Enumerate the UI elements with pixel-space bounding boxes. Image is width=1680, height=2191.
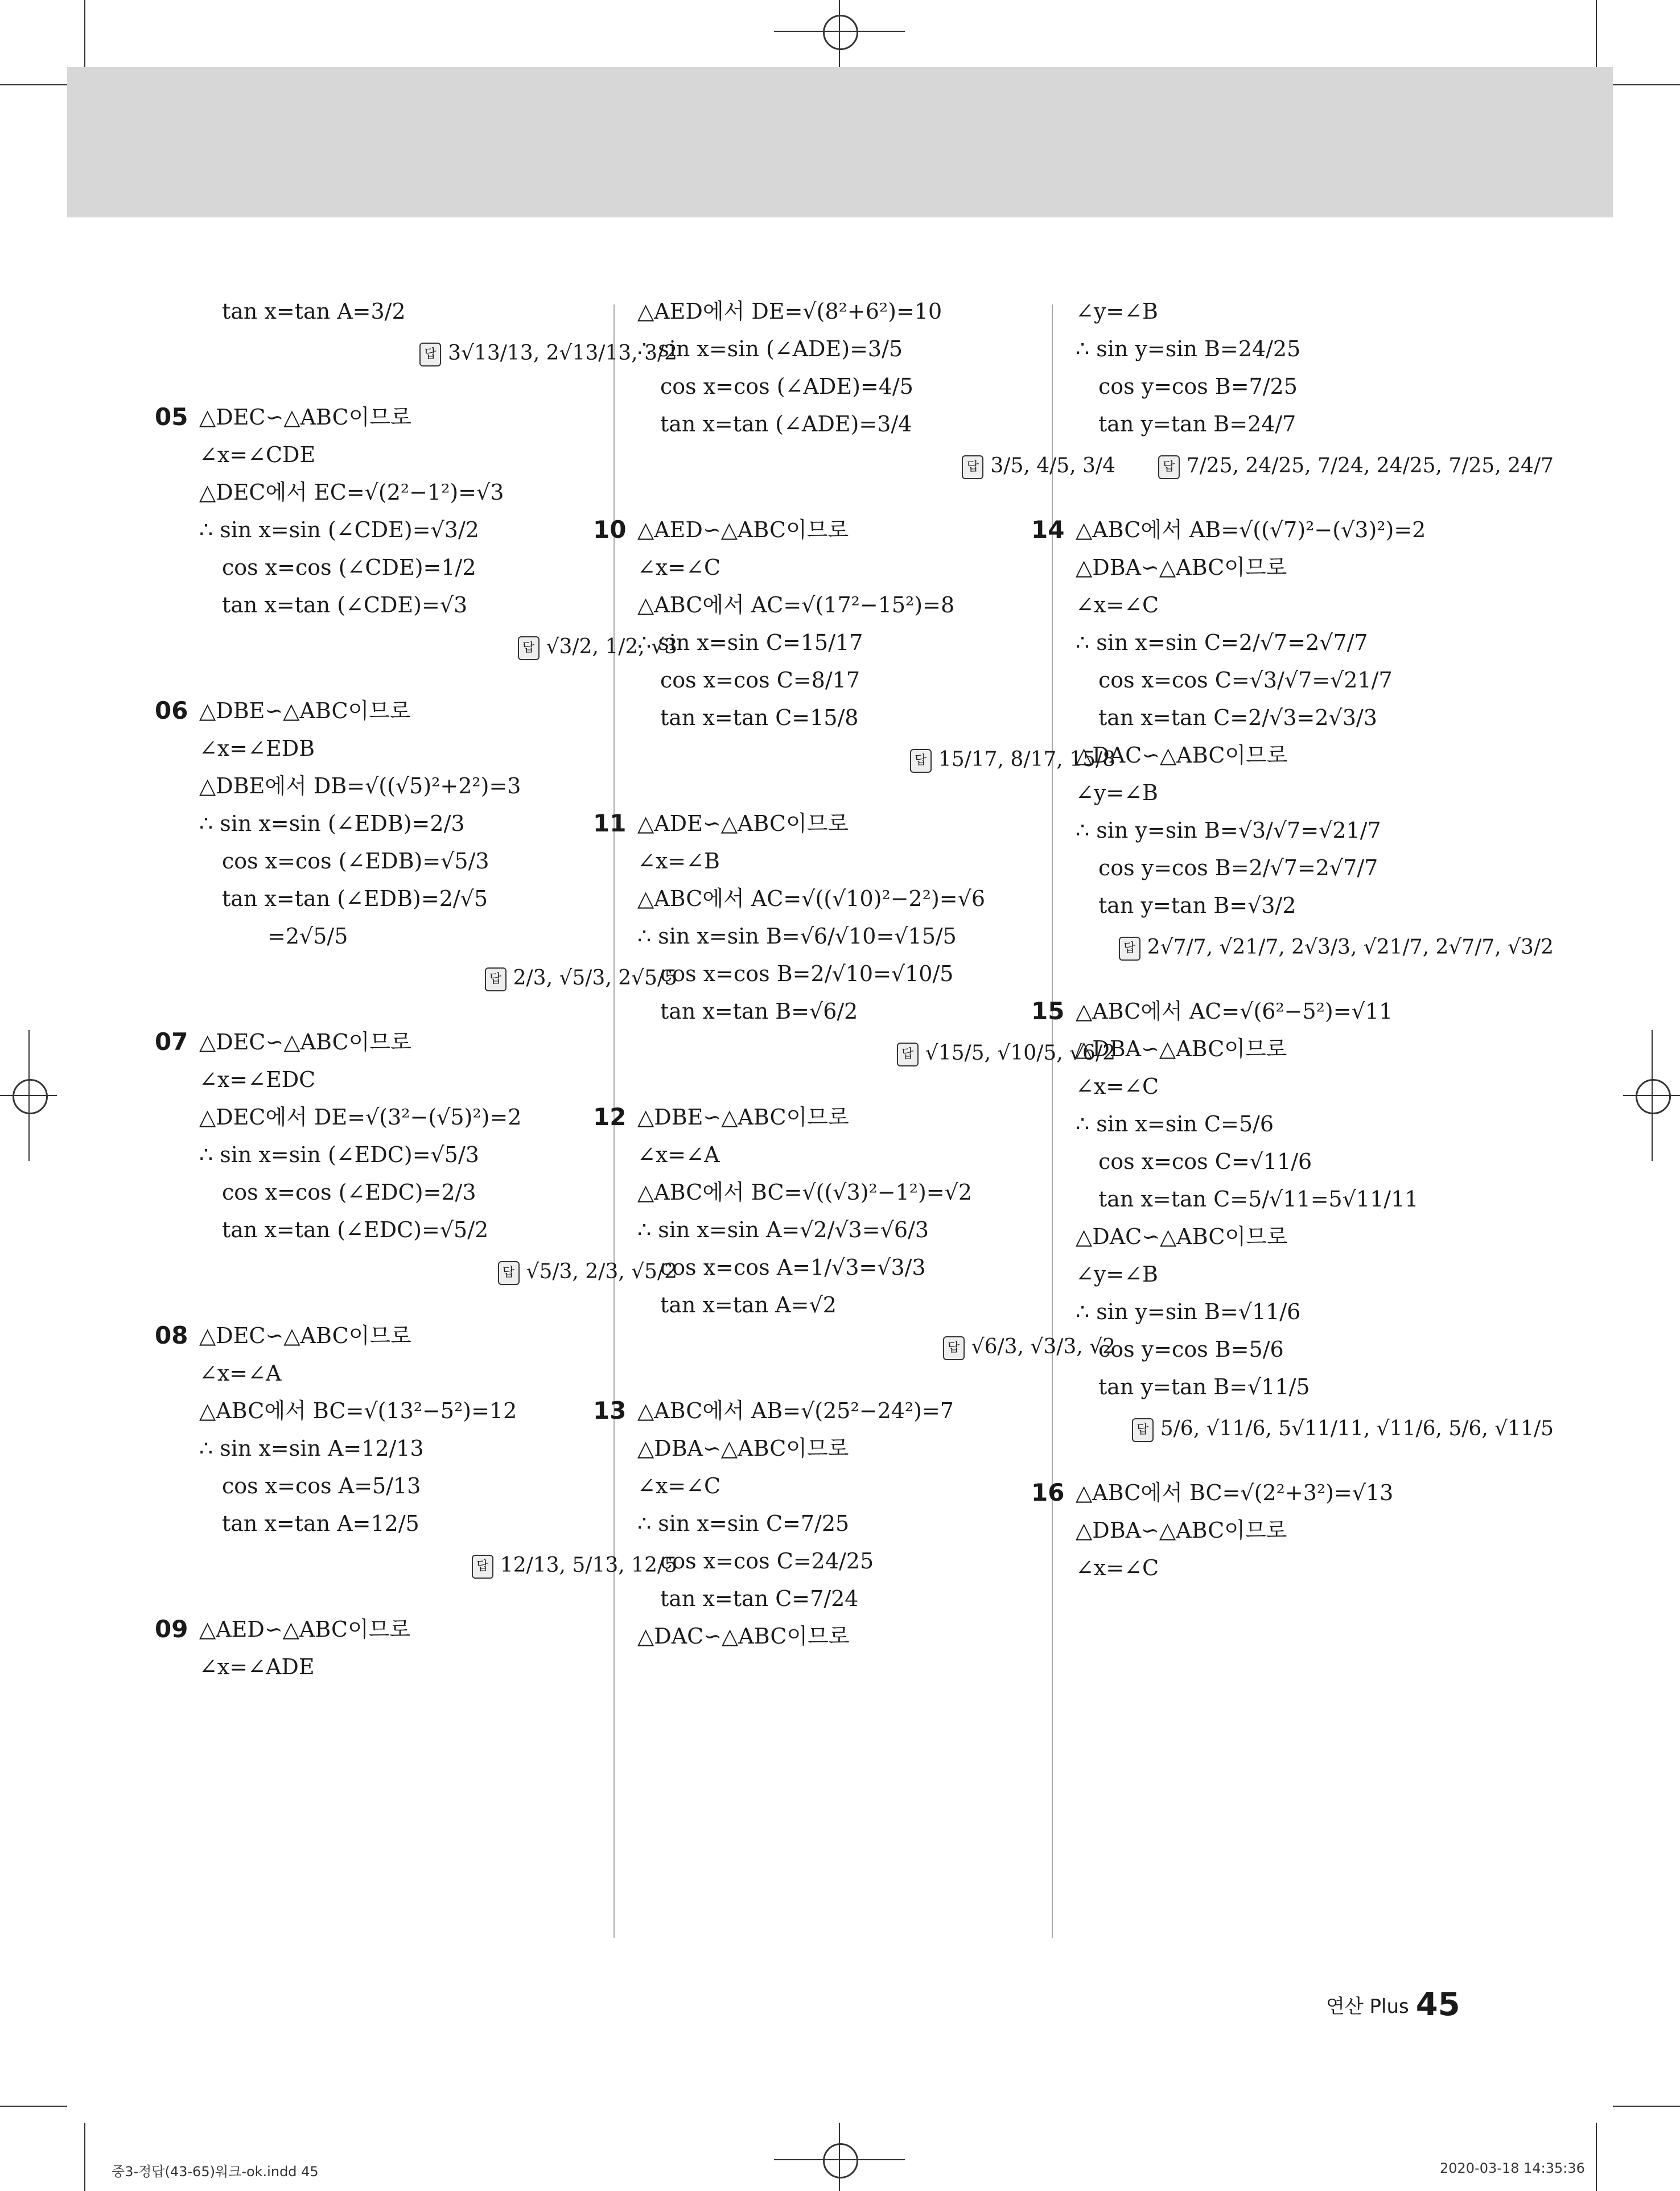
problem-number: 10 (593, 516, 627, 543)
answer-line (1119, 932, 1554, 963)
solution-line: ∴ sin x=sin B=√6/√10=√15/5 (637, 924, 957, 949)
solution-line: ∠x=∠B (637, 849, 720, 874)
answer-text: √3/2, 1/2, √3 (546, 635, 677, 658)
solution-line: ∠x=∠C (1076, 1555, 1159, 1580)
solution-line: tan x=tan C=2/√3=2√3/3 (1098, 705, 1377, 730)
solution-line: △ABC에서 AB=√(25²−24²)=7 (637, 1398, 954, 1423)
registration-mark-right (1636, 1079, 1671, 1114)
solution-line: ∠x=∠EDC (199, 1067, 316, 1092)
answer-line (472, 1550, 677, 1581)
solution-line: △DEC∽△ABC이므로 (199, 1029, 411, 1055)
registration-mark-left (13, 1079, 48, 1114)
registration-mark-right (1652, 1030, 1653, 1161)
solution-line: tan x=tan (∠CDE)=√3 (222, 592, 468, 617)
solution-line: cos x=cos C=24/25 (660, 1548, 874, 1574)
solution-line: cos x=cos (∠EDB)=√5/3 (222, 849, 489, 874)
solution-line: △DEC에서 EC=√(2²−1²)=√3 (199, 480, 504, 505)
crop-mark (84, 2123, 85, 2191)
header-band (67, 67, 1613, 217)
solution-line: cos x=cos B=2/√10=√10/5 (660, 961, 954, 986)
footer-brand (1326, 1986, 1460, 2023)
solution-line: ∴ sin y=sin B=√3/√7=√21/7 (1076, 818, 1381, 843)
solution-line: cos x=cos A=5/13 (222, 1473, 421, 1498)
solution-line: ∠x=∠A (199, 1361, 282, 1386)
solution-line: ∴ sin y=sin B=√11/6 (1076, 1299, 1301, 1324)
problem-number: 16 (1031, 1478, 1065, 1506)
solution-line: ∴ sin x=sin (∠ADE)=3/5 (637, 336, 903, 361)
page-number: 45 (1415, 1986, 1460, 2023)
problem-number: 08 (155, 1321, 188, 1349)
solution-line: △AED∽△ABC이므로 (637, 517, 849, 542)
solution-line: ∴ sin x=sin C=7/25 (637, 1511, 850, 1536)
answer-line (943, 1332, 1115, 1362)
answer-badge-icon: 답 (498, 1261, 520, 1285)
problem-number: 09 (155, 1615, 188, 1643)
answer-text: 3/5, 4/5, 3/4 (990, 454, 1115, 477)
solution-line: ∴ sin x=sin C=15/17 (637, 630, 863, 655)
solution-line: tan x=tan B=√6/2 (660, 999, 858, 1024)
slug-file: 중3-정답(43-65)워크-ok.indd 45 (112, 2164, 319, 2180)
solution-line: tan x=tan A=3/2 (222, 299, 406, 324)
answer-badge-icon: 답 (1158, 455, 1180, 479)
answer-text: √6/3, √3/3, √2 (971, 1335, 1115, 1358)
answer-text: 2/3, √5/3, 2√5/5 (513, 966, 677, 990)
column-divider (1052, 304, 1053, 1938)
solution-line: △DBE에서 DB=√((√5)²+2²)=3 (199, 773, 521, 798)
answer-text: 15/17, 8/17, 15/8 (938, 748, 1115, 771)
solution-line: tan x=tan A=√2 (660, 1292, 837, 1317)
solution-line: ∴ sin x=sin (∠EDB)=2/3 (199, 811, 465, 836)
problem-number: 13 (593, 1397, 627, 1424)
solution-line: △DBA∽△ABC이므로 (1076, 1036, 1287, 1061)
answer-text: 7/25, 24/25, 7/24, 24/25, 7/25, 24/7 (1186, 454, 1554, 477)
solution-line: cos x=cos C=√3/√7=√21/7 (1098, 668, 1393, 693)
solution-line: cos x=cos C=8/17 (660, 668, 860, 693)
solution-line: ∠x=∠A (637, 1142, 720, 1167)
answer-text: 12/13, 5/13, 12/5 (500, 1554, 677, 1577)
solution-line: △DBA∽△ABC이므로 (1076, 555, 1287, 580)
solution-line: ∴ sin x=sin (∠CDE)=√3/2 (199, 517, 479, 542)
registration-mark-left (28, 1030, 30, 1161)
answer-badge-icon: 답 (897, 1043, 919, 1066)
answer-badge-icon: 답 (419, 343, 441, 366)
crop-mark (1613, 84, 1680, 85)
solution-line: △DAC∽△ABC이므로 (1076, 743, 1288, 768)
solution-line: △DBE∽△ABC이므로 (637, 1105, 849, 1130)
answer-badge-icon: 답 (943, 1336, 965, 1360)
problem-number: 11 (593, 809, 627, 837)
solution-line: tan x=tan (∠EDC)=√5/2 (222, 1217, 489, 1242)
solution-line: ∠x=∠C (1076, 1074, 1159, 1099)
answer-line (485, 963, 677, 994)
answer-text: 2√7/7, √21/7, 2√3/3, √21/7, 2√7/7, √3/2 (1147, 936, 1554, 959)
solution-line: △ABC에서 AC=√((√10)²−2²)=√6 (637, 886, 986, 911)
solution-line: =2√5/5 (267, 924, 348, 949)
solution-line: ∠x=∠C (637, 1473, 721, 1498)
solution-line: △ABC에서 AB=√((√7)²−(√3)²)=2 (1076, 517, 1426, 542)
solution-line: △DEC∽△ABC이므로 (199, 405, 411, 430)
solution-line: cos x=cos A=1/√3=√3/3 (660, 1255, 926, 1280)
solution-line: △DAC∽△ABC이므로 (637, 1624, 850, 1649)
problem-number: 15 (1031, 997, 1065, 1025)
solution-line: cos x=cos (∠EDC)=2/3 (222, 1180, 476, 1205)
crop-mark (0, 2106, 67, 2107)
solution-line: ∴ sin x=sin A=12/13 (199, 1436, 424, 1461)
answer-text: 5/6, √11/6, 5√11/11, √11/6, 5/6, √11/5 (1160, 1417, 1554, 1440)
solution-line: ∠x=∠C (637, 555, 721, 580)
solution-line: △AED에서 DE=√(8²+6²)=10 (637, 299, 942, 324)
solution-line: cos x=cos (∠ADE)=4/5 (660, 374, 913, 399)
answer-badge-icon: 답 (962, 455, 983, 479)
solution-line: △DEC∽△ABC이므로 (199, 1323, 411, 1348)
problem-number: 12 (593, 1103, 627, 1131)
solution-line: △ABC에서 AC=√(6²−5²)=√11 (1076, 999, 1393, 1024)
answer-text: √5/3, 2/3, √5/2 (526, 1260, 677, 1283)
solution-line: tan x=tan C=5/√11=5√11/11 (1098, 1187, 1419, 1212)
solution-line: △AED∽△ABC이므로 (199, 1617, 411, 1642)
answer-badge-icon: 답 (1132, 1418, 1154, 1442)
solution-line: ∠y=∠B (1076, 780, 1158, 805)
solution-line: tan x=tan C=7/24 (660, 1586, 859, 1611)
answer-line (962, 451, 1115, 481)
solution-line: tan y=tan B=24/7 (1098, 411, 1296, 436)
solution-line: ∴ sin y=sin B=24/25 (1076, 336, 1301, 361)
solution-line: tan x=tan (∠ADE)=3/4 (660, 411, 912, 436)
slug-timestamp: 2020-03-18 14:35:36 (1440, 2160, 1585, 2176)
crop-mark (0, 84, 67, 85)
answer-line (1132, 1414, 1554, 1444)
solution-line: ∠x=∠CDE (199, 442, 316, 467)
answer-badge-icon: 답 (910, 749, 932, 773)
crop-mark (1596, 2123, 1597, 2191)
solution-line: tan x=tan A=12/5 (222, 1511, 419, 1536)
solution-line: tan y=tan B=√11/5 (1098, 1374, 1310, 1399)
solution-line: tan y=tan B=√3/2 (1098, 893, 1296, 918)
problem-number: 07 (155, 1028, 188, 1056)
answer-line (498, 1257, 677, 1287)
answer-badge-icon: 답 (1119, 937, 1140, 961)
solution-line: △DBE∽△ABC이므로 (199, 698, 411, 723)
solution-line: △DAC∽△ABC이므로 (1076, 1224, 1288, 1249)
answer-text: 3√13/13, 2√13/13, 3/2 (448, 341, 677, 365)
problem-number: 14 (1031, 516, 1065, 543)
crop-mark (1596, 0, 1597, 67)
solution-line: ∴ sin x=sin (∠EDC)=√5/3 (199, 1142, 479, 1167)
solution-line: ∠x=∠EDB (199, 736, 315, 761)
problem-number: 06 (155, 697, 188, 724)
answer-badge-icon: 답 (518, 636, 540, 660)
solution-line: △ABC에서 BC=√((√3)²−1²)=√2 (637, 1180, 973, 1205)
answer-line (1158, 451, 1554, 481)
solution-line: cos y=cos B=7/25 (1098, 374, 1298, 399)
solution-line: △ABC에서 BC=√(2²+3²)=√13 (1076, 1480, 1394, 1505)
solution-line: cos y=cos B=2/√7=2√7/7 (1098, 855, 1378, 880)
solution-line: ∠x=∠C (1076, 592, 1159, 617)
solution-line: ∴ sin x=sin A=√2/√3=√6/3 (637, 1217, 929, 1242)
solution-line: △ADE∽△ABC이므로 (637, 811, 849, 836)
solution-line: ∠y=∠B (1076, 1262, 1158, 1287)
solution-line: △DBA∽△ABC이므로 (637, 1436, 849, 1461)
solution-line: ∴ sin x=sin C=5/6 (1076, 1111, 1274, 1136)
registration-mark-bottom (839, 2123, 840, 2191)
answer-badge-icon: 답 (485, 967, 507, 991)
solution-line: cos x=cos C=√11/6 (1098, 1149, 1312, 1174)
solution-line: tan x=tan C=15/8 (660, 705, 859, 730)
solution-line: △DEC에서 DE=√(3²−(√5)²)=2 (199, 1105, 522, 1130)
crop-mark (84, 0, 85, 67)
footer-brand-label: 연산 Plus (1326, 1995, 1409, 2018)
answer-text: √15/5, √10/5, √6/2 (925, 1041, 1115, 1065)
solution-line: ∴ sin x=sin C=2/√7=2√7/7 (1076, 630, 1368, 655)
solution-line: △DBA∽△ABC이므로 (1076, 1518, 1287, 1543)
registration-mark-bottom (823, 2143, 858, 2178)
solution-line: △ABC에서 AC=√(17²−15²)=8 (637, 592, 955, 617)
solution-line: ∠x=∠ADE (199, 1654, 315, 1679)
registration-mark-top (823, 15, 858, 50)
crop-mark (1613, 2106, 1680, 2107)
solution-line: △ABC에서 BC=√(13²−5²)=12 (199, 1398, 517, 1423)
solution-line: ∠y=∠B (1076, 299, 1158, 324)
solution-line: cos x=cos (∠CDE)=1/2 (222, 555, 476, 580)
solution-line: cos y=cos B=5/6 (1098, 1337, 1284, 1362)
answer-badge-icon: 답 (472, 1555, 493, 1579)
solution-line: tan x=tan (∠EDB)=2/√5 (222, 886, 488, 911)
registration-mark-top (839, 0, 840, 67)
problem-number: 05 (155, 403, 188, 431)
